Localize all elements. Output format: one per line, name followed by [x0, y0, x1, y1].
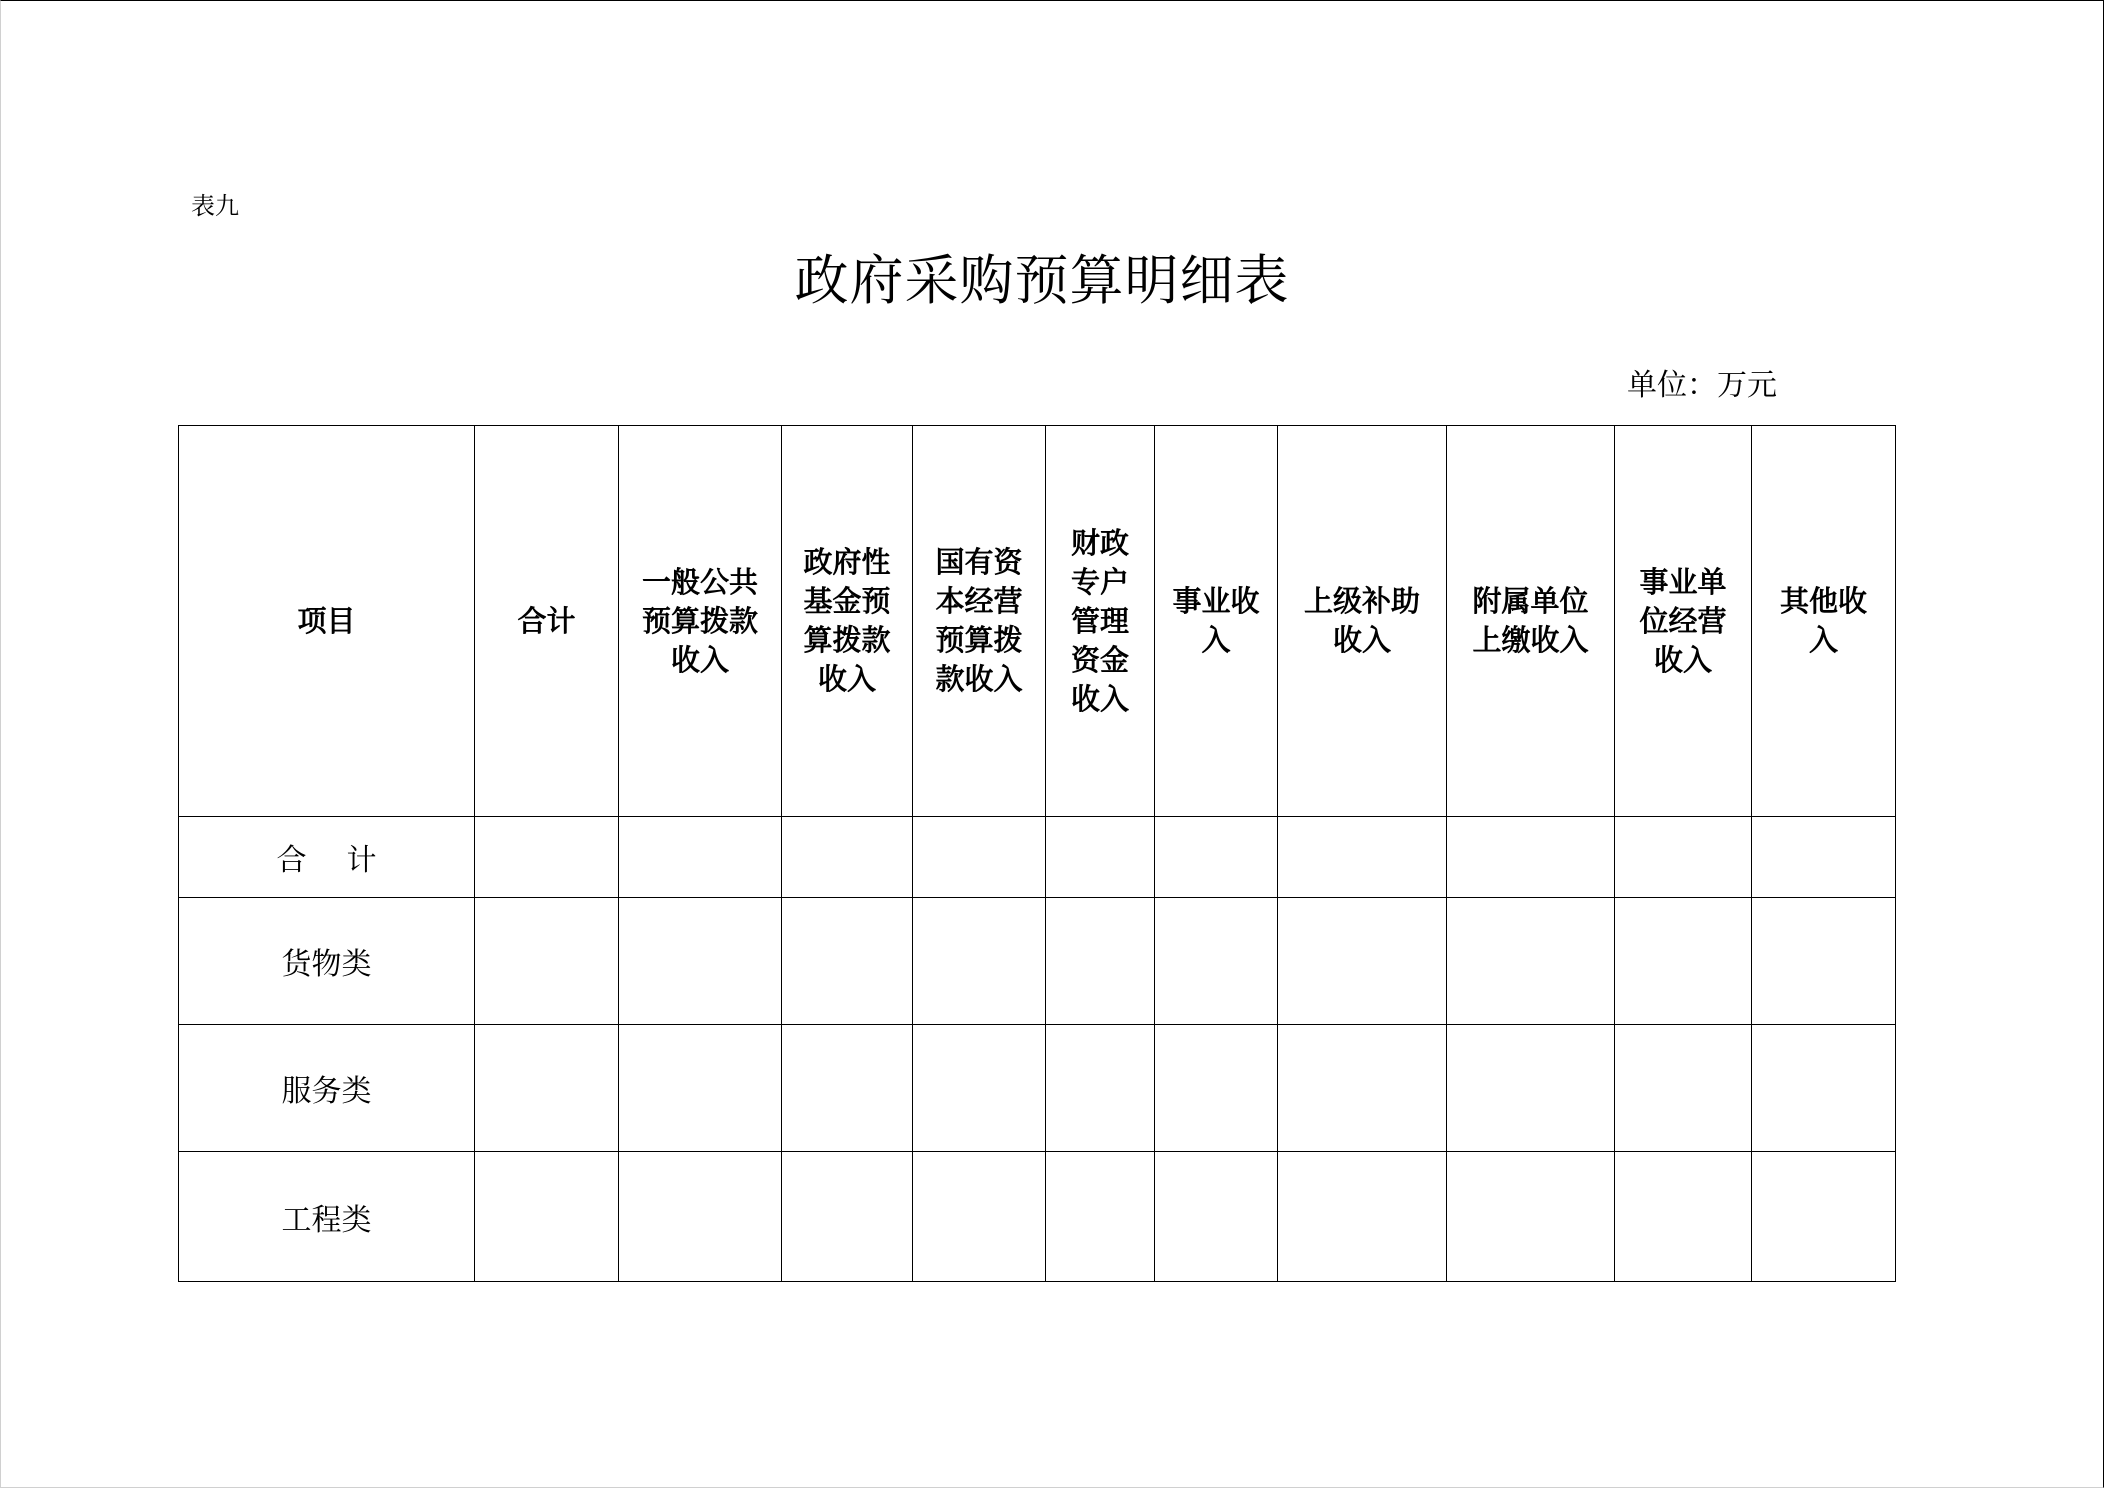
column-header-business-income: 事业收入 [1155, 426, 1278, 817]
table-cell [1155, 898, 1278, 1025]
column-header-state-capital: 国有资本经营预算拨款收入 [913, 426, 1046, 817]
column-header-affiliate-payment: 附属单位上缴收入 [1447, 426, 1615, 817]
table-cell [1752, 898, 1896, 1025]
table-cell [619, 1152, 782, 1282]
table-cell [1615, 1025, 1752, 1152]
table-row-goods [179, 898, 1896, 1025]
table-cell [1615, 898, 1752, 1025]
table-cell [475, 1152, 619, 1282]
table-cell [782, 898, 913, 1025]
table-cell [782, 1152, 913, 1282]
column-header-superior-subsidy: 上级补助收入 [1278, 426, 1447, 817]
table-cell [913, 898, 1046, 1025]
table-cell [1752, 1025, 1896, 1152]
table-cell [913, 1152, 1046, 1282]
table-cell [782, 817, 913, 898]
table-cell [1447, 817, 1615, 898]
column-header-general-budget: 一般公共预算拨款收入 [619, 426, 782, 817]
table-cell [1046, 898, 1155, 1025]
table-cell [913, 1025, 1046, 1152]
table-cell [782, 1025, 913, 1152]
table-cell [1447, 1025, 1615, 1152]
table-cell [619, 817, 782, 898]
table-cell [1155, 1152, 1278, 1282]
table-cell [619, 1025, 782, 1152]
table-cell [1278, 817, 1447, 898]
table-cell [1046, 1025, 1155, 1152]
table-row-works [179, 1152, 1896, 1282]
row-label-works: 工程类 [179, 1152, 475, 1282]
table-cell [1615, 1152, 1752, 1282]
table-cell [475, 817, 619, 898]
column-header-special-account: 财政专户管理资金收入 [1046, 426, 1155, 817]
column-header-other-income: 其他收入 [1752, 426, 1896, 817]
table-cell [475, 1025, 619, 1152]
table-cell [1278, 1152, 1447, 1282]
row-label-goods: 货物类 [179, 898, 475, 1025]
table-cell [475, 898, 619, 1025]
table-cell [1447, 898, 1615, 1025]
column-header-total: 合计 [475, 426, 619, 817]
unit-label: 单位：万元 [1627, 368, 1777, 403]
table-cell [1752, 817, 1896, 898]
table-header-row [179, 426, 1896, 817]
table-row-services [179, 1025, 1896, 1152]
row-label-services: 服务类 [179, 1025, 475, 1152]
table-cell [1278, 898, 1447, 1025]
page-title: 政府采购预算明细表 [794, 249, 1290, 312]
column-header-item: 项目 [179, 426, 475, 817]
row-label-total: 合计 [179, 817, 475, 898]
table-cell [1046, 817, 1155, 898]
table-cell [1155, 817, 1278, 898]
procurement-budget-table [178, 425, 1896, 1282]
table-cell [1447, 1152, 1615, 1282]
table-cell [1046, 1152, 1155, 1282]
table-cell [619, 898, 782, 1025]
table-row-total [179, 817, 1896, 898]
table-cell [913, 817, 1046, 898]
table-cell [1155, 1025, 1278, 1152]
table-cell [1278, 1025, 1447, 1152]
column-header-gov-fund: 政府性基金预算拨款收入 [782, 426, 913, 817]
table-number-label: 表九 [191, 192, 239, 220]
table-cell [1752, 1152, 1896, 1282]
table-cell [1615, 817, 1752, 898]
column-header-operating-income: 事业单位经营收入 [1615, 426, 1752, 817]
